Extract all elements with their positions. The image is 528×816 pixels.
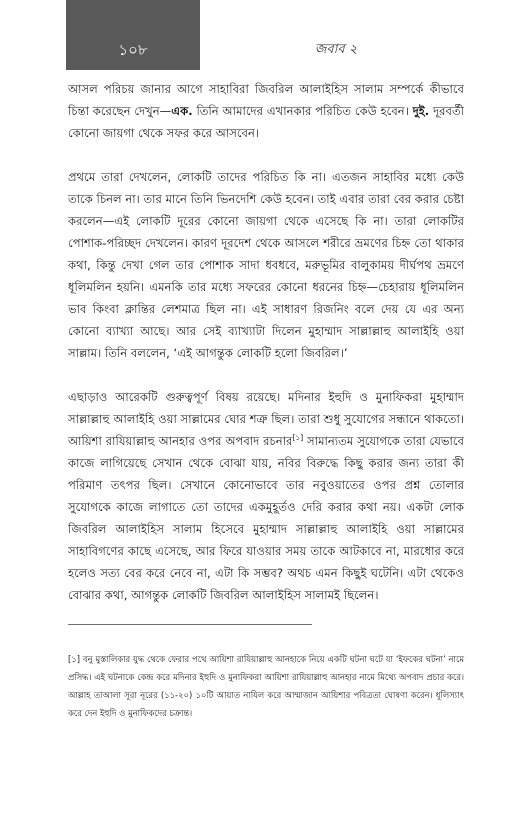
page-number-tab (66, 0, 200, 70)
paragraph-1 (68, 78, 464, 144)
footnote-reference[interactable]: [১] (292, 433, 304, 443)
running-title: জবাব ২ (314, 42, 358, 57)
point-two-label: দুই. (412, 104, 430, 118)
body-text (68, 78, 464, 628)
footnote-divider (68, 624, 312, 625)
paragraph-3-text-a: এছাড়াও আরেকটি গুরুত্বপূর্ণ বিষয় রয়েছে। মদিনার ইহুদি ও মুনাফিকরা মুহাম্মাদ সাল্লাল্লাহু আলাইহি ওয়া সাল্লামের ঘোর শত্রু ছিল। তারা শুধু সুযোগের সন্ধানে থাকতো। আয়িশা রাযিয়াল্লাহু আনহার ওপর অপবাদ রচনার (68, 390, 464, 448)
paragraph-2: প্রথমে তারা দেখলেন, লোকটি তাদের পরিচিত কি না। এতজন সাহাবির মধ্যে কেউ তাকে চিনল না। তার মানে তিনি ভিনদেশি কেউ হবেন। তাই এবার তারা বের করার চেষ্টা করলেন—এই লোকটি দূরের কোনো জায়গা থেকে এসেছে কি না। তারা লোকটির পোশাক-পরিচ্ছদ দেখলেন। কারণ দূরদেশ থেকে আসলে শরীরে ভ্রমণের চিহ্ন তো থাকার কথা, কিন্তু দেখা গেল তার পোশাক সাদা ধবধবে, মরুভূমির বালুকাময় দীর্ঘপথ ভ্রমণে ধূলিমলিন হয়নি। এমনকি তার মধ্যে সফরের কোনো ধরনের চিহ্ন—চেহারায় ধূলিমলিন ভাব কিংবা ক্লান্তির লেশমাত্র ছিল না। এই সাধারণ রিজনিং বলে দেয় যে এর অন্য কোনো ব্যাখ্যা আছে। আর সেই ব্যাখ্যাটা দিলেন মুহাম্মাদ সাল্লাল্লাহু আলাইহি ওয়া সাল্লাম। তিনি বললেন, ‘এই আগন্তুক লোকটি হলো জিবরিল।’ (68, 170, 464, 360)
point-one-label: এক. (171, 104, 193, 118)
footnote: [১] বনু মুস্তালিকার যুদ্ধ থেকে ফেরার পথে আয়িশা রাযিয়াল্লাহু আনহাকে নিয়ে একটি ঘটনা ঘটে যা ‘ইফকের ঘটনা’ নামে প্রসিদ্ধ। এই ঘটনাকে কেন্দ্র করে মদিনার ইহুদি ও মুনাফিকরা আয়িশা রাযিয়াল্লাহু আনহার নামে মিথ্যে অপবাদ প্রচার করে। আল্লাহ তাআলা সূরা নূরের (১১-২০) ১০টি আয়াত নাযিল করে আম্মাজান আয়িশার পবিত্রতা ঘোষণা করেন। ধূলিস্যাৎ করে দেন ইহুদি ও মুনাফিকদের চক্রান্ত। (68, 654, 464, 718)
paragraph-3 (68, 386, 464, 606)
paragraph-3-text-b: সামান্যতম সুযোগকে তারা যেভাবে কাজে লাগিয়েছে সেখান থেকে বোঝা যায়, নবির বিরুদ্ধে কিছু করার জন্য তারা কী পরিমাণ তৎপর ছিল। সেখানে কোনোভাবে তার নবুওয়াতের ওপর প্রশ্ন তোলার সুযোগকে কাজে লাগাতে তো তাদের একমুহূর্তও দেরি করার কথা নয়। একটা লোক জিবরিল আলাইহিস সালাম হিসেবে মুহাম্মাদ সাল্লাল্লাহু আলাইহি ওয়া সাল্লামের সাহাবিগণের কাছে এসেছে, আর ফিরে যাওয়ার সময় তাকে আটকাবে না, মারধোর করে হলেও সত্য বের করে নেবে না, এটা কি সম্ভব? অথচ এমন কিছুই ঘটেনি। এটা থেকেও বোঝার কথা, আগন্তুক লোকটি জিবরিল আলাইহিস সালামই ছিলেন। (68, 434, 464, 602)
paragraph-1-text-a: আসল পরিচয় জানার আগে সাহাবিরা জিবরিল আলাইহিস সালাম সম্পর্কে কীভাবে চিন্তা করেছেন দেখুন— (68, 82, 464, 118)
paragraph-1-text-c: দূরবর্তী কোনো জায়গা থেকে সফর করে আসবেন। (68, 104, 464, 140)
paragraph-1-text-b: তিনি আমাদের এখানকার পরিচিত কেউ হবেন। (192, 104, 413, 118)
page-number: ১০৮ (118, 41, 148, 59)
